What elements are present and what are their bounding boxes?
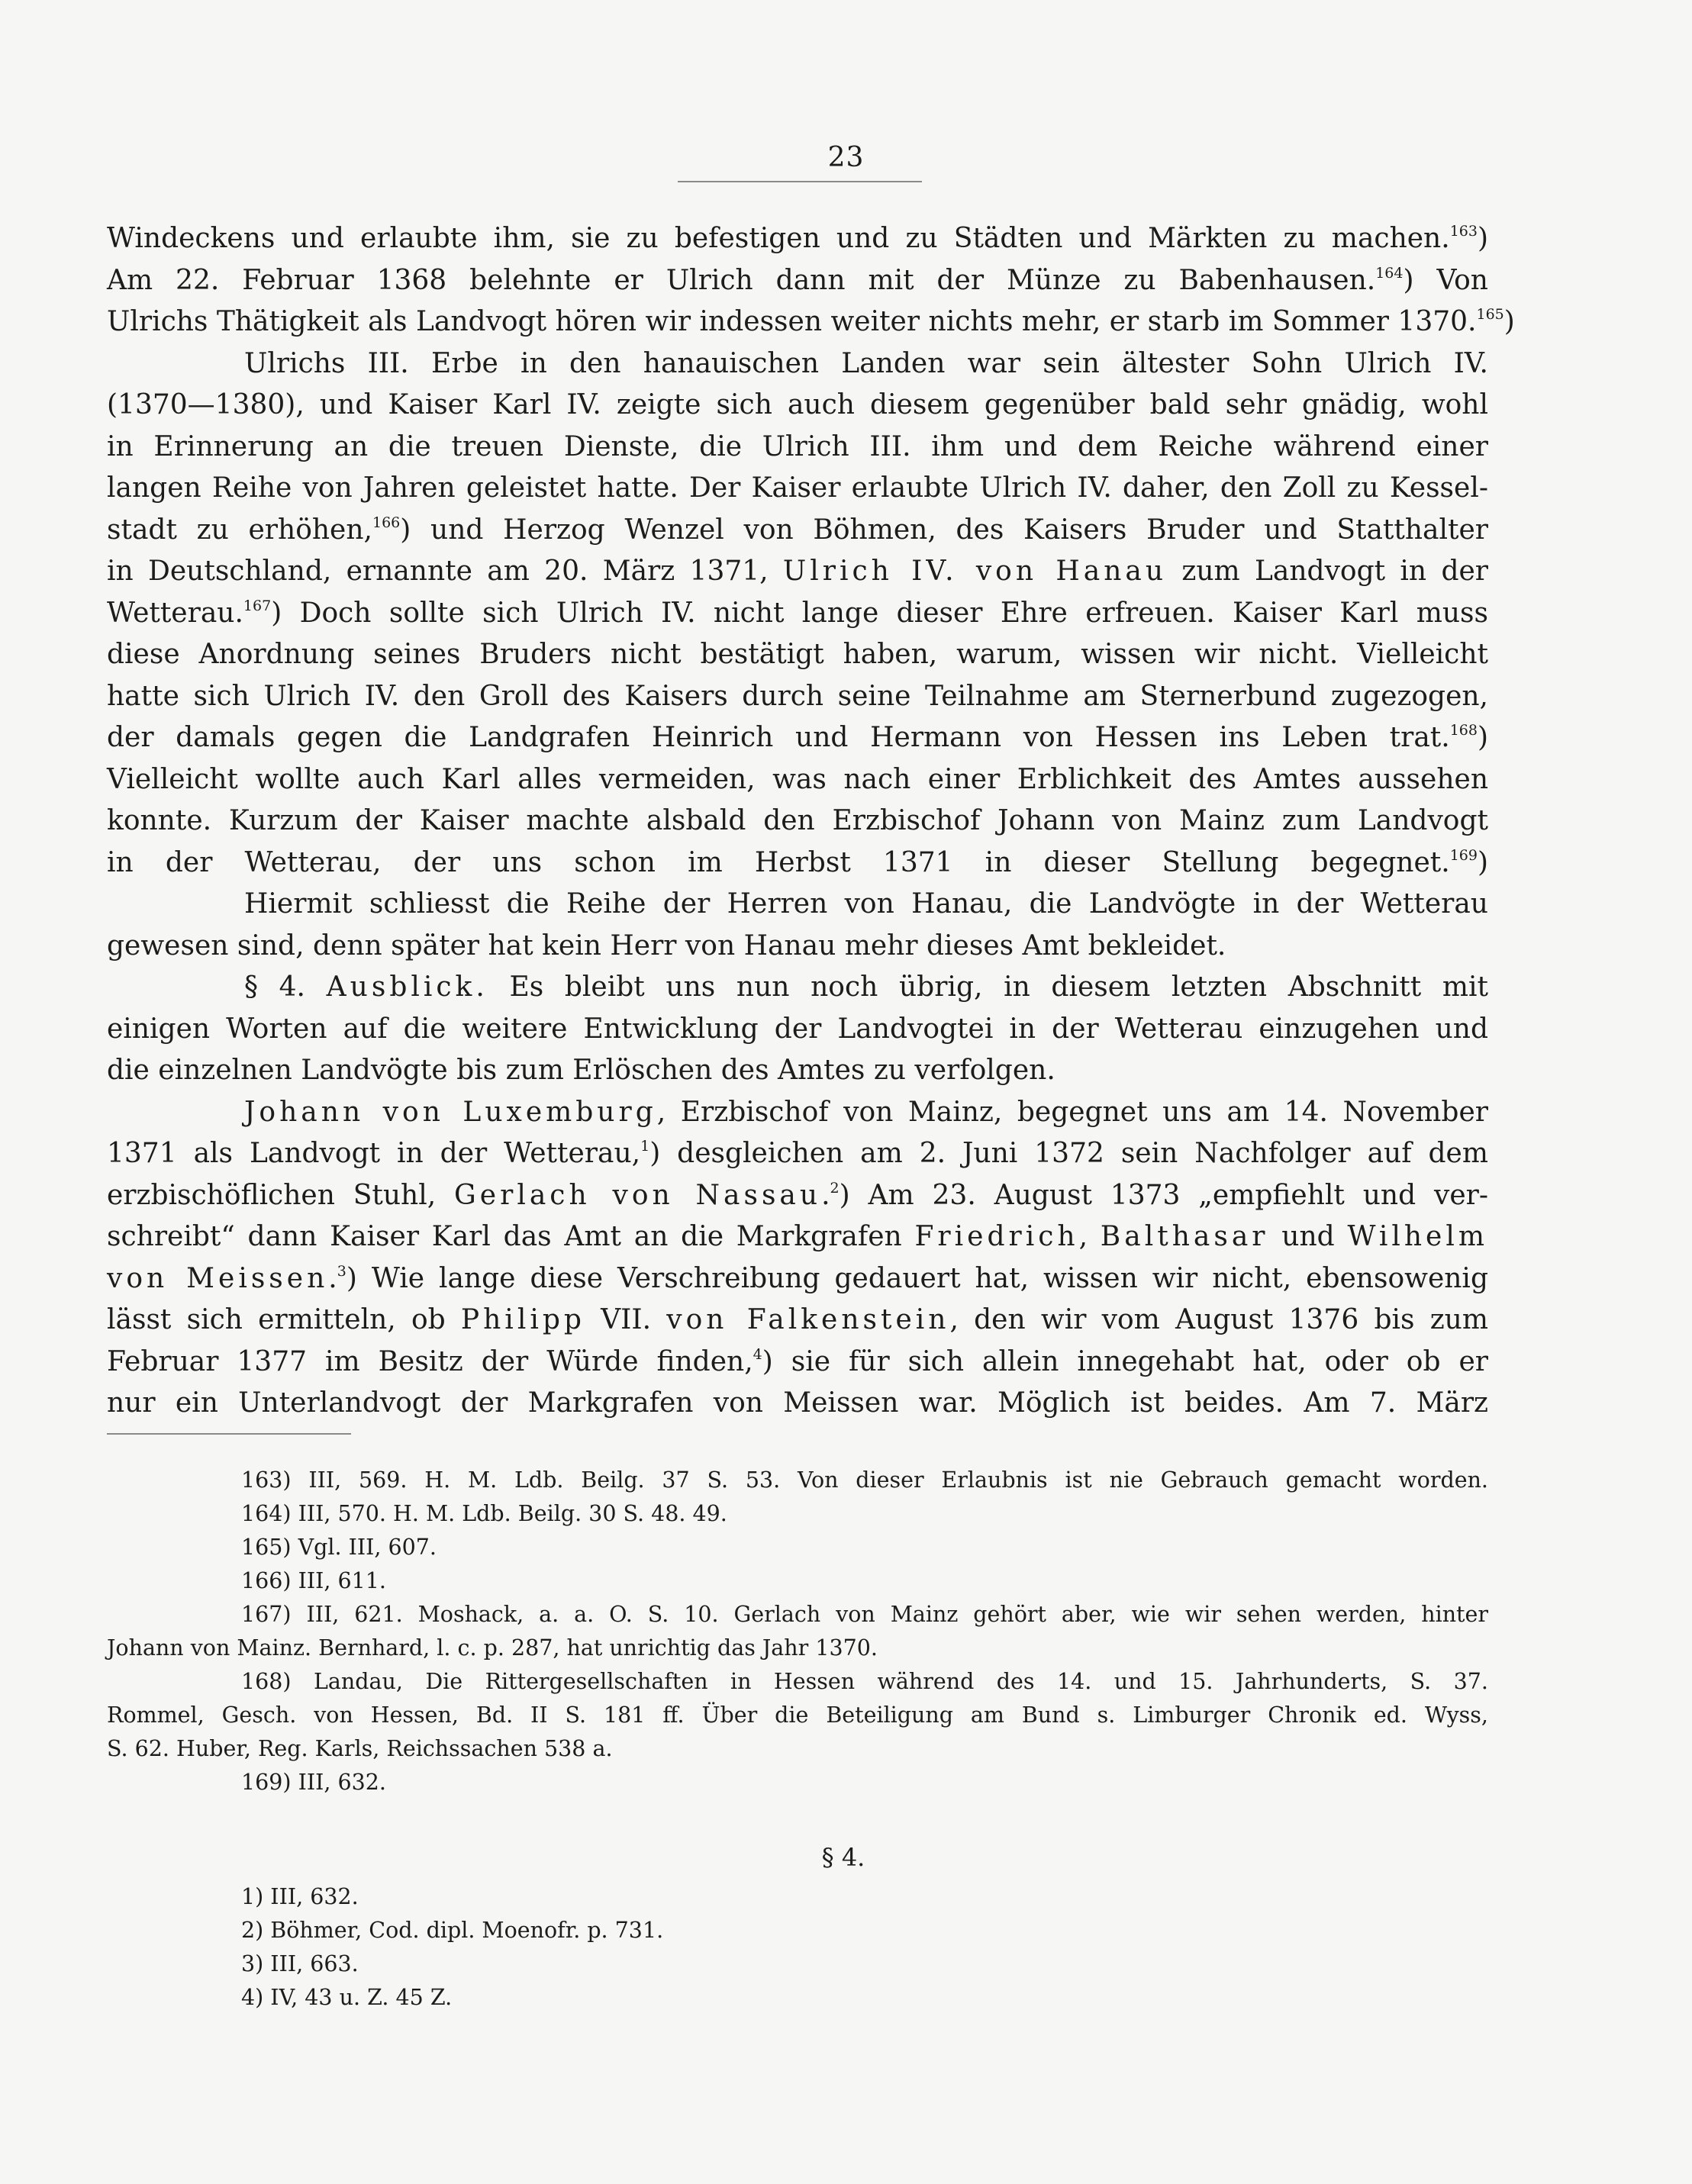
text-run: Februar 1377 im Besitz der Würde finden,	[107, 1345, 753, 1377]
emphasized-name: Balthasar	[1100, 1221, 1269, 1252]
text-line	[107, 842, 1488, 884]
footnote-ref: 168	[1449, 722, 1478, 739]
text-run: .	[821, 1179, 830, 1211]
text-run: ) und Herzog Wenzel von Böhmen, des Kaisers Bruder und Statthalter	[400, 514, 1488, 546]
text-run: Ulrichs III. Erbe in den hanauischen Landen war sein ältester Sohn Ulrich IV.	[244, 347, 1488, 379]
text-run: ) Von	[1403, 264, 1488, 296]
text-line	[107, 1342, 1488, 1384]
text-run: )	[1477, 223, 1488, 254]
text-line	[107, 1133, 1488, 1175]
text-run: )	[1503, 306, 1515, 337]
section-footnotes	[107, 1841, 1488, 2015]
text-line	[107, 884, 1488, 926]
emphasized-name: von Falkenstein	[666, 1304, 950, 1335]
emphasized-name: Philipp	[460, 1304, 585, 1335]
text-run: ) desgleichen am 2. Juni 1372 sein Nachfolger auf dem	[649, 1138, 1488, 1169]
footnote-ref: 4	[753, 1345, 762, 1363]
text-run: Wetterau.	[107, 597, 243, 629]
text-run: konnte. Kurzum der Kaiser machte alsbald den Erzbischof Johann von Mainz zum Landvogt	[107, 805, 1488, 836]
text-run: (1370—1380), und Kaiser Karl IV. zeigte sich auch diesem gegenüber bald sehr gnädig, wohl	[107, 389, 1488, 420]
text-run: 1371 als Landvogt in der Wetterau,	[107, 1138, 641, 1169]
text-line	[107, 676, 1488, 718]
text-run: in der Wetterau, der uns schon im Herbst 1371 in dieser Stellung begegnet.	[107, 846, 1450, 878]
text-run: .	[328, 1262, 337, 1294]
section-footnote: 2) Böhmer, Cod. dipl. Moenofr. p. 731.	[241, 1918, 664, 1943]
text-run: gewesen sind, denn später hat kein Herr von Hanau mehr dieses Amt bekleidet.	[107, 929, 1226, 962]
text-line	[107, 1092, 1488, 1134]
emphasized-name: Ausblick.	[326, 971, 488, 1003]
text-run: in Erinnerung an die treuen Dienste, die Ulrich III. ihm und dem Reiche während einer	[107, 430, 1488, 462]
text-line	[107, 593, 1488, 635]
main-text	[107, 218, 1515, 1425]
text-run: der damals gegen die Landgrafen Heinrich und Hermann von Hessen ins Leben trat.	[107, 722, 1450, 753]
emphasized-name: Johann von Luxemburg	[244, 1096, 657, 1128]
text-run: in Deutschland, ernannte am 20. März 1371,	[107, 556, 783, 587]
text-run: lässt sich ermitteln, ob	[107, 1304, 461, 1335]
text-run: hatte sich Ulrich IV. den Groll des Kaisers durch seine Teilnahme am Sternerbund zugezogen,	[107, 680, 1488, 712]
text-run: ,	[1078, 1221, 1101, 1252]
text-line	[107, 1216, 1488, 1258]
footnote-ref: 3	[337, 1262, 346, 1280]
footnotes	[107, 1464, 1488, 1799]
footnote-ref: 2	[830, 1179, 840, 1197]
footnote-rule	[107, 1433, 351, 1435]
footnote-ref: 165	[1476, 306, 1504, 323]
text-run: , Erzbischof von Mainz, begegnet uns am 14. November	[656, 1096, 1488, 1128]
text-line	[107, 717, 1488, 759]
emphasized-name: Ulrich IV. von Hanau	[782, 556, 1168, 587]
text-line	[107, 468, 1488, 510]
section-footnote: 3) III, 663.	[241, 1951, 359, 1976]
page-number: 23	[827, 142, 865, 173]
footnote: Rommel, Gesch. von Hessen, Bd. II S. 181 ff. Über die Beteiligung am Bund s. Limburger Chronik ed. Wyss,	[107, 1702, 1488, 1728]
footnote: S. 62. Huber, Reg. Karls, Reichssachen 538 a.	[107, 1736, 613, 1761]
footnote-ref: 167	[243, 597, 272, 614]
text-line	[107, 759, 1488, 801]
text-run: nur ein Unterlandvogt der Markgrafen von Meissen war. Möglich ist beides. Am 7. März	[107, 1387, 1488, 1419]
text-run: Es bleibt uns nun noch übrig, in diesem letzten Abschnitt mit	[488, 971, 1488, 1003]
text-run: ) Doch sollte sich Ulrich IV. nicht lange dieser Ehre erfreuen. Kaiser Karl muss	[271, 597, 1488, 629]
footnote: 169) III, 632.	[241, 1770, 386, 1795]
footnote: 163) III, 569. H. M. Ldb. Beilg. 37 S. 53. Von dieser Erlaubnis ist nie Gebrauch gemacht worden.	[241, 1467, 1488, 1493]
emphasized-name: Gerlach von Nassau	[454, 1179, 822, 1211]
text-line	[107, 967, 1488, 1009]
footnote-ref: 1	[640, 1138, 650, 1155]
text-run: Windeckens und erlaubte ihm, sie zu befestigen und zu Städten und Märkten zu machen.	[107, 223, 1450, 254]
text-run: ) sie für sich allein innegehabt hat, oder ob er	[762, 1345, 1488, 1377]
footnote-ref: 164	[1375, 264, 1404, 282]
emphasized-name: von Meissen	[107, 1262, 329, 1294]
text-run: Ulrichs Thätigkeit als Landvogt hören wir indessen weiter nichts mehr, er starb im Sommer 1370.	[107, 306, 1477, 337]
text-run: , den wir vom August 1376 bis zum	[949, 1304, 1488, 1335]
section-heading: § 4.	[821, 1843, 865, 1872]
text-run: Am 22. Februar 1368 belehnte er Ulrich dann mit der Münze zu Babenhausen.	[107, 264, 1376, 296]
text-run: diese Anordnung seines Bruders nicht bestätigt haben, warum, wissen wir nicht. Vielleicht	[107, 639, 1488, 670]
section-footnote: 4) IV, 43 u. Z. 45 Z.	[241, 1985, 453, 2010]
text-run: langen Reihe von Jahren geleistet hatte. Der Kaiser erlaubte Ulrich IV. daher, den Zoll zu Kessel-	[107, 472, 1488, 504]
text-line	[107, 1300, 1488, 1342]
emphasized-name: Friedrich	[914, 1221, 1079, 1252]
text-line	[107, 510, 1488, 552]
text-line	[107, 385, 1488, 427]
text-run: § 4.	[244, 971, 327, 1003]
text-run: schreibt“ dann Kaiser Karl das Amt an die Markgrafen	[107, 1221, 915, 1252]
footnote: 165) Vgl. III, 607.	[241, 1535, 437, 1560]
text-line	[107, 1258, 1488, 1300]
text-run: )	[1477, 722, 1488, 753]
text-run: erzbischöflichen Stuhl,	[107, 1179, 455, 1211]
text-line	[107, 1383, 1488, 1425]
text-line	[107, 926, 1488, 968]
footnote: 164) III, 570. H. M. Ldb. Beilg. 30 S. 48. 49.	[241, 1501, 727, 1526]
text-line	[107, 1050, 1488, 1092]
header-rule	[678, 181, 922, 182]
footnote: 167) III, 621. Moshack, a. a. O. S. 10. Gerlach von Mainz gehört aber, wie wir sehen werden, hinter	[241, 1602, 1488, 1627]
text-line	[107, 343, 1488, 385]
footnote-ref: 166	[372, 514, 401, 531]
section-footnote: 1) III, 632.	[241, 1884, 359, 1909]
text-line	[107, 1175, 1488, 1217]
text-run: )	[1477, 846, 1488, 878]
text-run: Hiermit schliesst die Reihe der Herren von Hanau, die Landvögte in der Wetterau	[244, 888, 1488, 920]
footnote-ref: 163	[1449, 223, 1478, 240]
emphasized-name: Wilhelm	[1347, 1221, 1488, 1252]
text-line	[107, 260, 1488, 302]
text-run: Vielleicht wollte auch Karl alles vermeiden, was nach einer Erblichkeit des Amtes aussehen	[107, 763, 1488, 795]
footnote: 166) III, 611.	[241, 1568, 386, 1593]
text-line	[107, 1009, 1488, 1051]
footnote-ref: 169	[1449, 846, 1478, 864]
text-run: zum Landvogt in der	[1167, 556, 1488, 587]
text-line	[107, 800, 1488, 842]
footnote: Johann von Mainz. Bernhard, l. c. p. 287, hat unrichtig das Jahr 1370.	[107, 1635, 878, 1661]
text-run: die einzelnen Landvögte bis zum Erlöschen des Amtes zu verfolgen.	[107, 1055, 1055, 1086]
text-run: VII.	[585, 1304, 667, 1335]
text-line	[107, 301, 1515, 343]
text-line	[107, 634, 1488, 676]
text-line	[107, 551, 1488, 593]
text-run: ) Wie lange diese Verschreibung gedauert hat, wissen wir nicht, ebensowenig	[346, 1262, 1488, 1294]
text-run: ) Am 23. August 1373 „empfiehlt und ver-	[839, 1179, 1488, 1211]
text-line	[107, 218, 1488, 260]
text-run: einigen Worten auf die weitere Entwicklung der Landvogtei in der Wetterau einzugehen und	[107, 1013, 1488, 1045]
text-run: und	[1268, 1221, 1348, 1252]
text-line	[107, 427, 1488, 469]
footnote: 168) Landau, Die Rittergesellschaften in Hessen während des 14. und 15. Jahrhunderts, S. 37.	[241, 1669, 1488, 1694]
text-run: stadt zu erhöhen,	[107, 514, 372, 546]
